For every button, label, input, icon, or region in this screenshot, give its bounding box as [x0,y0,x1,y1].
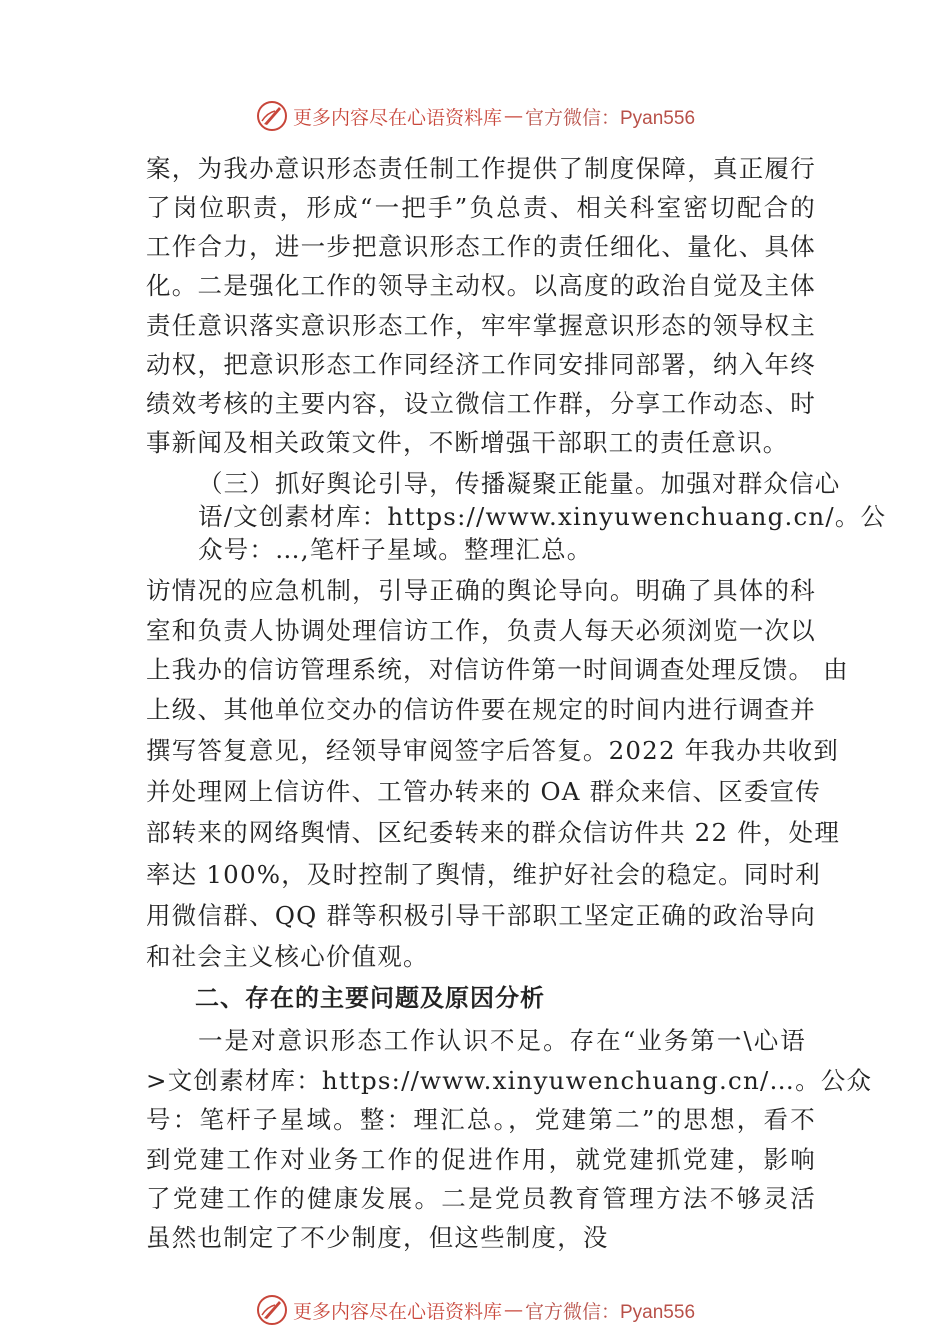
quill-logo-icon [255,1293,289,1327]
banner-dash: — [504,1299,523,1321]
footer-banner [0,1290,950,1330]
banner-text: 更多内容尽在心语资料库 [292,1300,502,1323]
banner-wechat: 官方微信：Pyan556 [525,107,696,129]
paragraph-line: 绩效考核的主要内容，设立微信工作群，分享工作动态、时 [146,389,816,418]
paragraph-line: 并处理网上信访件、工管办转来的 OA 群众来信、区委宣传 [146,777,821,806]
paragraph-line: 率达 100%，及时控制了舆情，维护好社会的稳定。同时利 [146,860,821,889]
paragraph-line: 上级、其他单位交办的信访件要在规定的时间内进行调查并 [146,695,816,724]
paragraph-line: 了党建工作的健康发展。二是党员教育管理方法不够灵活 [146,1184,816,1213]
paragraph-line: 撰写答复意见，经领导审阅签字后答复。2022 年我办共收到 [146,736,839,765]
paragraph-line: 工作合力，进一步把意识形态工作的责任细化、量化、具体 [146,232,816,261]
paragraph-line: （三）抓好舆论引导，传播凝聚正能量。加强对群众信心 [198,469,841,498]
paragraph-line: 化。二是强化工作的领导主动权。以高度的政治自觉及主体 [146,271,816,300]
section-heading: 二、存在的主要问题及原因分析 [195,984,545,1012]
paragraph-line: 部转来的网络舆情、区纪委转来的群众信访件共 22 件，处理 [146,818,841,847]
paragraph-line: >文创素材库：https://www.xinyuwenchuang.cn/…。公众 [146,1066,873,1095]
paragraph-line: 语/文创素材库：https://www.xinyuwenchuang.cn/。公 [198,502,887,531]
paragraph-line: 了岗位职责，形成“一把手”负总责、相关科室密切配合的 [146,193,816,222]
paragraph-line: 上我办的信访管理系统，对信访件第一时间调查处理反馈。 由 [146,655,849,684]
paragraph-line: 众号：…,笔杆子星域。整理汇总。 [198,535,593,564]
paragraph-line: 到党建工作对业务工作的促进作用，就党建抓党建，影响 [146,1145,816,1174]
paragraph-line: 用微信群、QQ 群等积极引导干部职工坚定正确的政治导向 [146,901,816,930]
paragraph-line: 室和负责人协调处理信访工作，负责人每天必须浏览一次以 [146,616,816,645]
paragraph-line: 号：笔杆子星域。整：理汇总。，党建第二”的思想，看不 [146,1105,816,1134]
paragraph-line: 和社会主义核心价值观。 [146,942,429,971]
banner-wechat: 官方微信：Pyan556 [525,1301,696,1323]
paragraph-line: 动权，把意识形态工作同经济工作同安排同部署，纳入年终 [146,350,816,379]
paragraph-line: 事新闻及相关政策文件，不断增强干部职工的责任意识。 [146,428,789,457]
paragraph-line: 案，为我办意识形态责任制工作提供了制度保障，真正履行 [146,154,816,183]
paragraph-line: 责任意识落实意识形态工作，牢牢掌握意识形态的领导权主 [146,311,816,340]
paragraph-line: 一是对意识形态工作认识不足。存在“业务第一\心语 [198,1026,806,1055]
paragraph-line: 访情况的应急机制，引导正确的舆论导向。明确了具体的科 [146,576,816,605]
banner-dash: — [504,105,523,127]
banner-text: 更多内容尽在心语资料库 [292,106,502,129]
paragraph-line: 虽然也制定了不少制度，但这些制度，没 [146,1223,609,1252]
